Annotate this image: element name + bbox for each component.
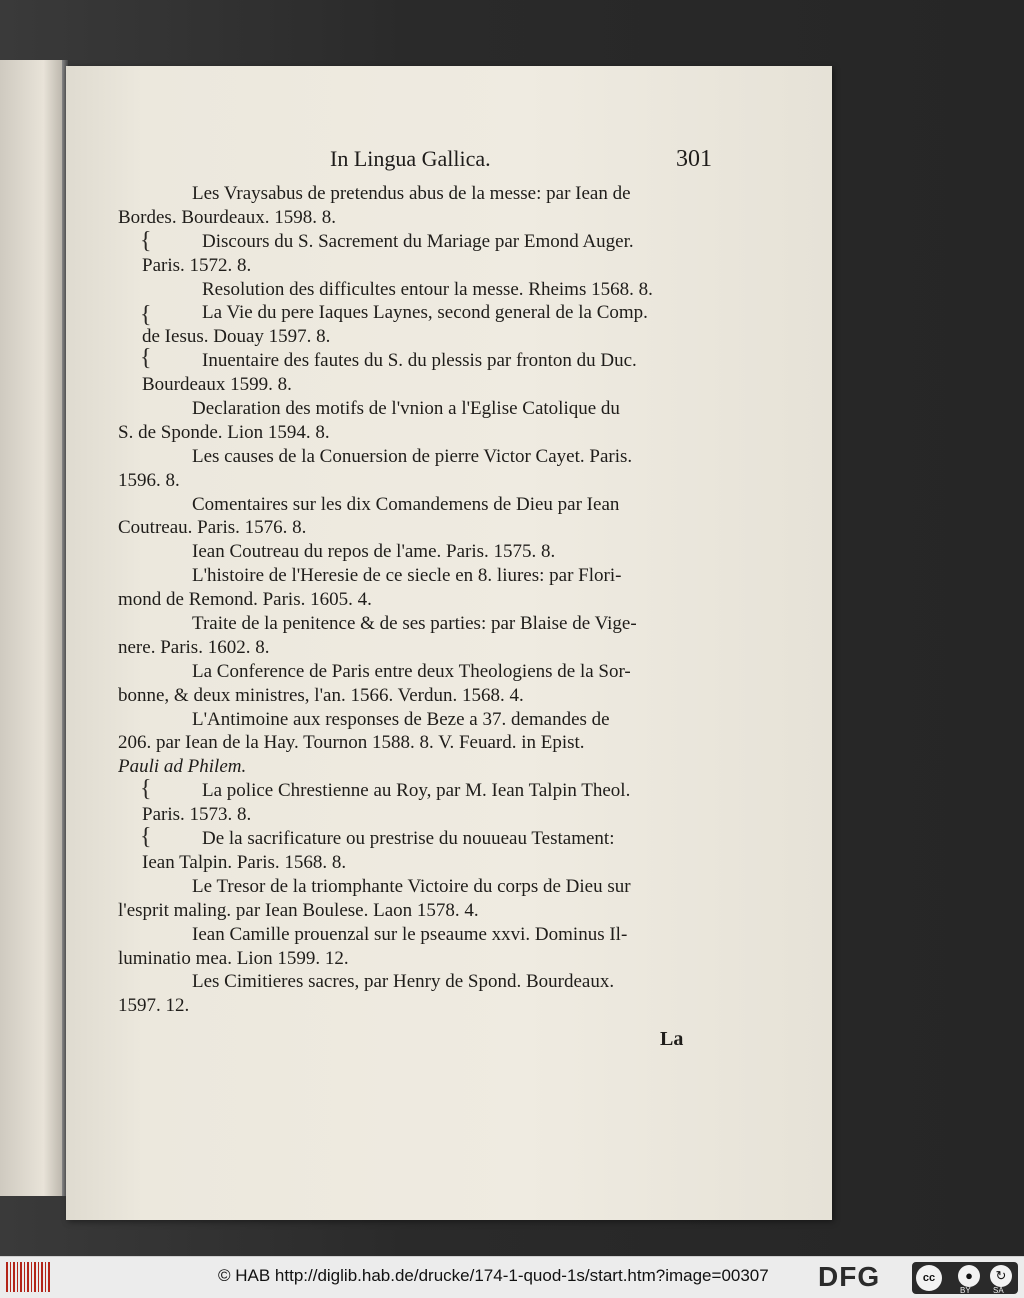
share-alike-icon: ↻ [990,1265,1012,1287]
creative-commons-icon: cc [916,1265,942,1291]
catalog-line: Iean Coutreau du repos de l'ame. Paris. 1575. 8. [192,541,556,563]
catalog-line: de Iesus. Douay 1597. 8. [142,326,331,348]
sa-label: SA [993,1286,1004,1295]
catalog-line: Comentaires sur les dix Comandemens de Dieu par Iean [192,493,620,515]
catalog-line: bonne, & deux ministres, l'an. 1566. Verdun. 1568. 4. [118,684,524,706]
catalog-line: La Vie du pere Iaques Laynes, second general de la Comp. [202,302,648,324]
page-header [130,146,712,182]
catalog-line: luminatio mea. Lion 1599. 12. [118,947,349,969]
grouping-brace: { [140,776,152,802]
running-head: In Lingua Gallica. [330,146,491,171]
catalog-line: Bourdeaux 1599. 8. [142,374,292,396]
grouping-brace: { [140,302,152,328]
catalog-line: Resolution des difficultes entour la messe. Rheims 1568. 8. [202,278,653,300]
catalog-line: 1596. 8. [118,469,180,491]
catalog-line: 1597. 12. [118,995,190,1017]
by-label: BY [960,1286,971,1295]
catalog-line: Bordes. Bourdeaux. 1598. 8. [118,206,336,228]
previous-page-edge [0,60,62,1196]
catalog-line: La Conference de Paris entre deux Theologiens de la Sor- [192,660,631,682]
catalog-line: 206. par Iean de la Hay. Tournon 1588. 8. V. Feuard. in Epist. [118,732,585,754]
catalog-line: S. de Sponde. Lion 1594. 8. [118,421,330,443]
catalog-line: L'histoire de l'Heresie de ce siecle en 8. liures: par Flori- [192,565,622,587]
catalog-line: Le Tresor de la triomphante Victoire du corps de Dieu sur [192,875,631,897]
catalog-line: Inuentaire des fautes du S. du plessis par fronton du Duc. [202,350,637,372]
catalog-line: Les Cimitieres sacres, par Henry de Spond. Bourdeaux. [192,971,615,993]
catalog-line: l'esprit maling. par Iean Boulese. Laon 1578. 4. [118,899,479,921]
catchword: La [660,1028,684,1050]
page-number: 301 [676,146,712,172]
source-credit-link[interactable]: © HAB http://diglib.hab.de/drucke/174-1-quod-1s/start.htm?image=00307 [218,1266,769,1285]
catalog-line: Discours du S. Sacrement du Mariage par Emond Auger. [202,230,634,252]
catalog-line: L'Antimoine aux responses de Beze a 37. demandes de [192,708,610,730]
catalog-line: Traite de la penitence & de ses parties: par Blaise de Vige- [192,613,637,635]
attribution-icon: ● [958,1265,980,1287]
catalog-line: Les causes de la Conuersion de pierre Victor Cayet. Paris. [192,445,633,467]
catalog-line: De la sacrificature ou prestrise du nouueau Testament: [202,828,615,850]
catalog-line: Iean Camille prouenzal sur le pseaume xxvi. Dominus Il- [192,923,628,945]
dfg-logo: DFG [818,1261,881,1292]
catalog-line: Paris. 1573. 8. [142,804,252,826]
hab-barcode-icon [6,1262,50,1292]
grouping-brace: { [140,345,152,371]
grouping-brace: { [140,824,152,850]
catalog-line: nere. Paris. 1602. 8. [118,636,270,658]
footer-bar [0,1256,1024,1298]
catalog-text [118,182,718,1018]
grouping-brace: { [140,228,152,254]
catalog-line: Pauli ad Philem. [118,756,247,778]
catalog-line: Declaration des motifs de l'vnion a l'Eglise Catolique du [192,398,620,420]
catalog-line: Coutreau. Paris. 1576. 8. [118,517,307,539]
catalog-line: mond de Remond. Paris. 1605. 4. [118,589,372,611]
catalog-line: La police Chrestienne au Roy, par M. Iean Talpin Theol. [202,780,631,802]
catalog-line: Les Vraysabus de pretendus abus de la messe: par Iean de [192,183,631,204]
catalog-line: Paris. 1572. 8. [142,254,252,276]
catalog-line: Iean Talpin. Paris. 1568. 8. [142,851,347,873]
